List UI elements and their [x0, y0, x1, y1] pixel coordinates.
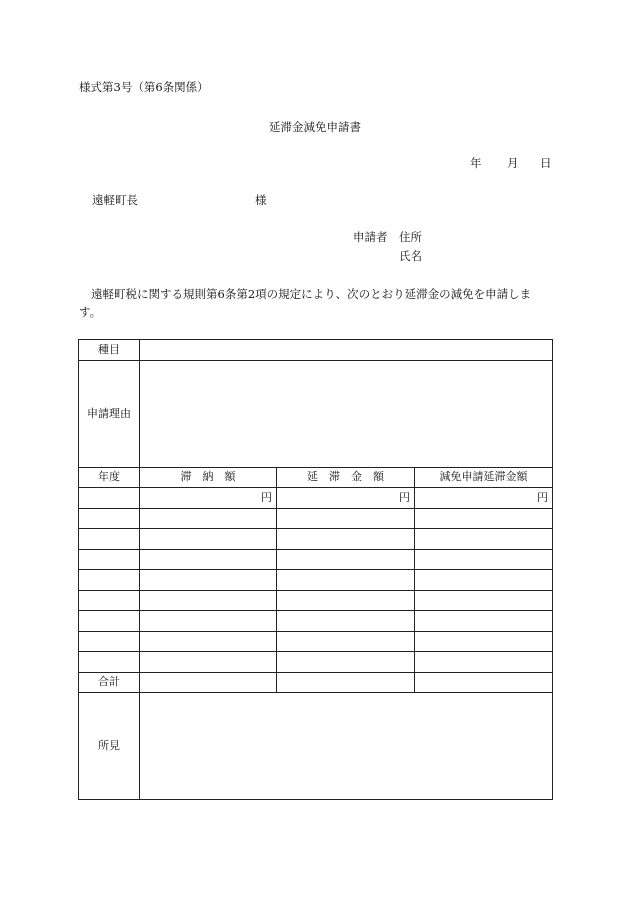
late-fee-amount-cell[interactable] — [277, 631, 415, 652]
late-fee-amount-cell[interactable] — [277, 549, 415, 570]
total-label: 合計 — [79, 672, 140, 693]
reduction-amount-cell[interactable] — [415, 529, 553, 550]
reduction-amount-cell[interactable] — [415, 611, 553, 632]
reduction-amount-unit[interactable]: 円 — [415, 488, 553, 509]
date-day-label: 日 — [540, 156, 552, 170]
delinquent-amount-cell[interactable] — [140, 652, 277, 673]
date-year-label: 年 — [470, 156, 482, 170]
applicant-label: 申請者 — [353, 230, 388, 244]
opinion-label: 所見 — [79, 693, 140, 800]
year-cell[interactable] — [79, 570, 140, 591]
delinquent-amount-cell[interactable] — [140, 611, 277, 632]
applicant-name-label: 氏名 — [399, 249, 422, 263]
reason-label: 申請理由 — [79, 360, 140, 467]
late-fee-amount-unit[interactable]: 円 — [277, 488, 415, 509]
reduction-amount-cell[interactable] — [415, 590, 553, 611]
reduction-amount-cell[interactable] — [415, 570, 553, 591]
date-month-label: 月 — [507, 156, 519, 170]
late-fee-amount-cell[interactable] — [277, 590, 415, 611]
header-reduction-amount: 減免申請延滞金額 — [415, 467, 553, 488]
late-fee-amount-cell[interactable] — [277, 611, 415, 632]
late-fee-amount-cell[interactable] — [277, 652, 415, 673]
category-field[interactable] — [140, 340, 553, 361]
delinquent-amount-cell[interactable] — [140, 508, 277, 529]
reduction-amount-cell[interactable] — [415, 508, 553, 529]
year-cell[interactable] — [79, 549, 140, 570]
form-number: 様式第3号（第6条関係） — [79, 80, 209, 94]
table-row — [79, 652, 553, 673]
reduction-amount-cell[interactable] — [415, 631, 553, 652]
year-cell[interactable] — [79, 488, 140, 509]
delinquent-amount-unit[interactable]: 円 — [140, 488, 277, 509]
late-fee-amount-cell[interactable] — [277, 529, 415, 550]
application-statement: 遠軽町税に関する規則第6条第2項の規定により、次のとおり延滞金の減免を申請します。 — [79, 287, 532, 319]
year-cell[interactable] — [79, 529, 140, 550]
year-cell[interactable] — [79, 652, 140, 673]
late-fee-amount-cell[interactable] — [277, 570, 415, 591]
total-late-fee-amount[interactable] — [277, 672, 415, 693]
total-delinquent-amount[interactable] — [140, 672, 277, 693]
application-form-table — [78, 339, 553, 800]
delinquent-amount-cell[interactable] — [140, 529, 277, 550]
category-label: 種目 — [79, 340, 140, 361]
table-row — [79, 631, 553, 652]
table-row — [79, 508, 553, 529]
table-row — [79, 611, 553, 632]
table-row — [79, 570, 553, 591]
year-cell[interactable] — [79, 508, 140, 529]
reduction-amount-cell[interactable] — [415, 652, 553, 673]
total-reduction-amount[interactable] — [415, 672, 553, 693]
table-row — [79, 488, 553, 509]
delinquent-amount-cell[interactable] — [140, 570, 277, 591]
late-fee-amount-cell[interactable] — [277, 508, 415, 529]
reduction-amount-cell[interactable] — [415, 549, 553, 570]
year-cell[interactable] — [79, 631, 140, 652]
table-row — [79, 590, 553, 611]
total-row — [79, 672, 553, 693]
addressee-name: 遠軽町長 — [92, 193, 138, 207]
table-header-row — [79, 467, 553, 488]
document-title: 延滞金減免申請書 — [269, 120, 361, 134]
delinquent-amount-cell[interactable] — [140, 590, 277, 611]
addressee-honorific: 様 — [255, 193, 267, 207]
delinquent-amount-cell[interactable] — [140, 549, 277, 570]
table-row — [79, 529, 553, 550]
reason-field[interactable] — [140, 360, 553, 467]
header-delinquent-amount: 滞 納 額 — [140, 467, 277, 488]
header-fiscal-year: 年度 — [79, 467, 140, 488]
year-cell[interactable] — [79, 611, 140, 632]
applicant-address-label: 住所 — [399, 230, 422, 244]
opinion-field[interactable] — [140, 693, 553, 800]
year-cell[interactable] — [79, 590, 140, 611]
table-row — [79, 549, 553, 570]
delinquent-amount-cell[interactable] — [140, 631, 277, 652]
header-late-fee-amount: 延 滞 金 額 — [277, 467, 415, 488]
